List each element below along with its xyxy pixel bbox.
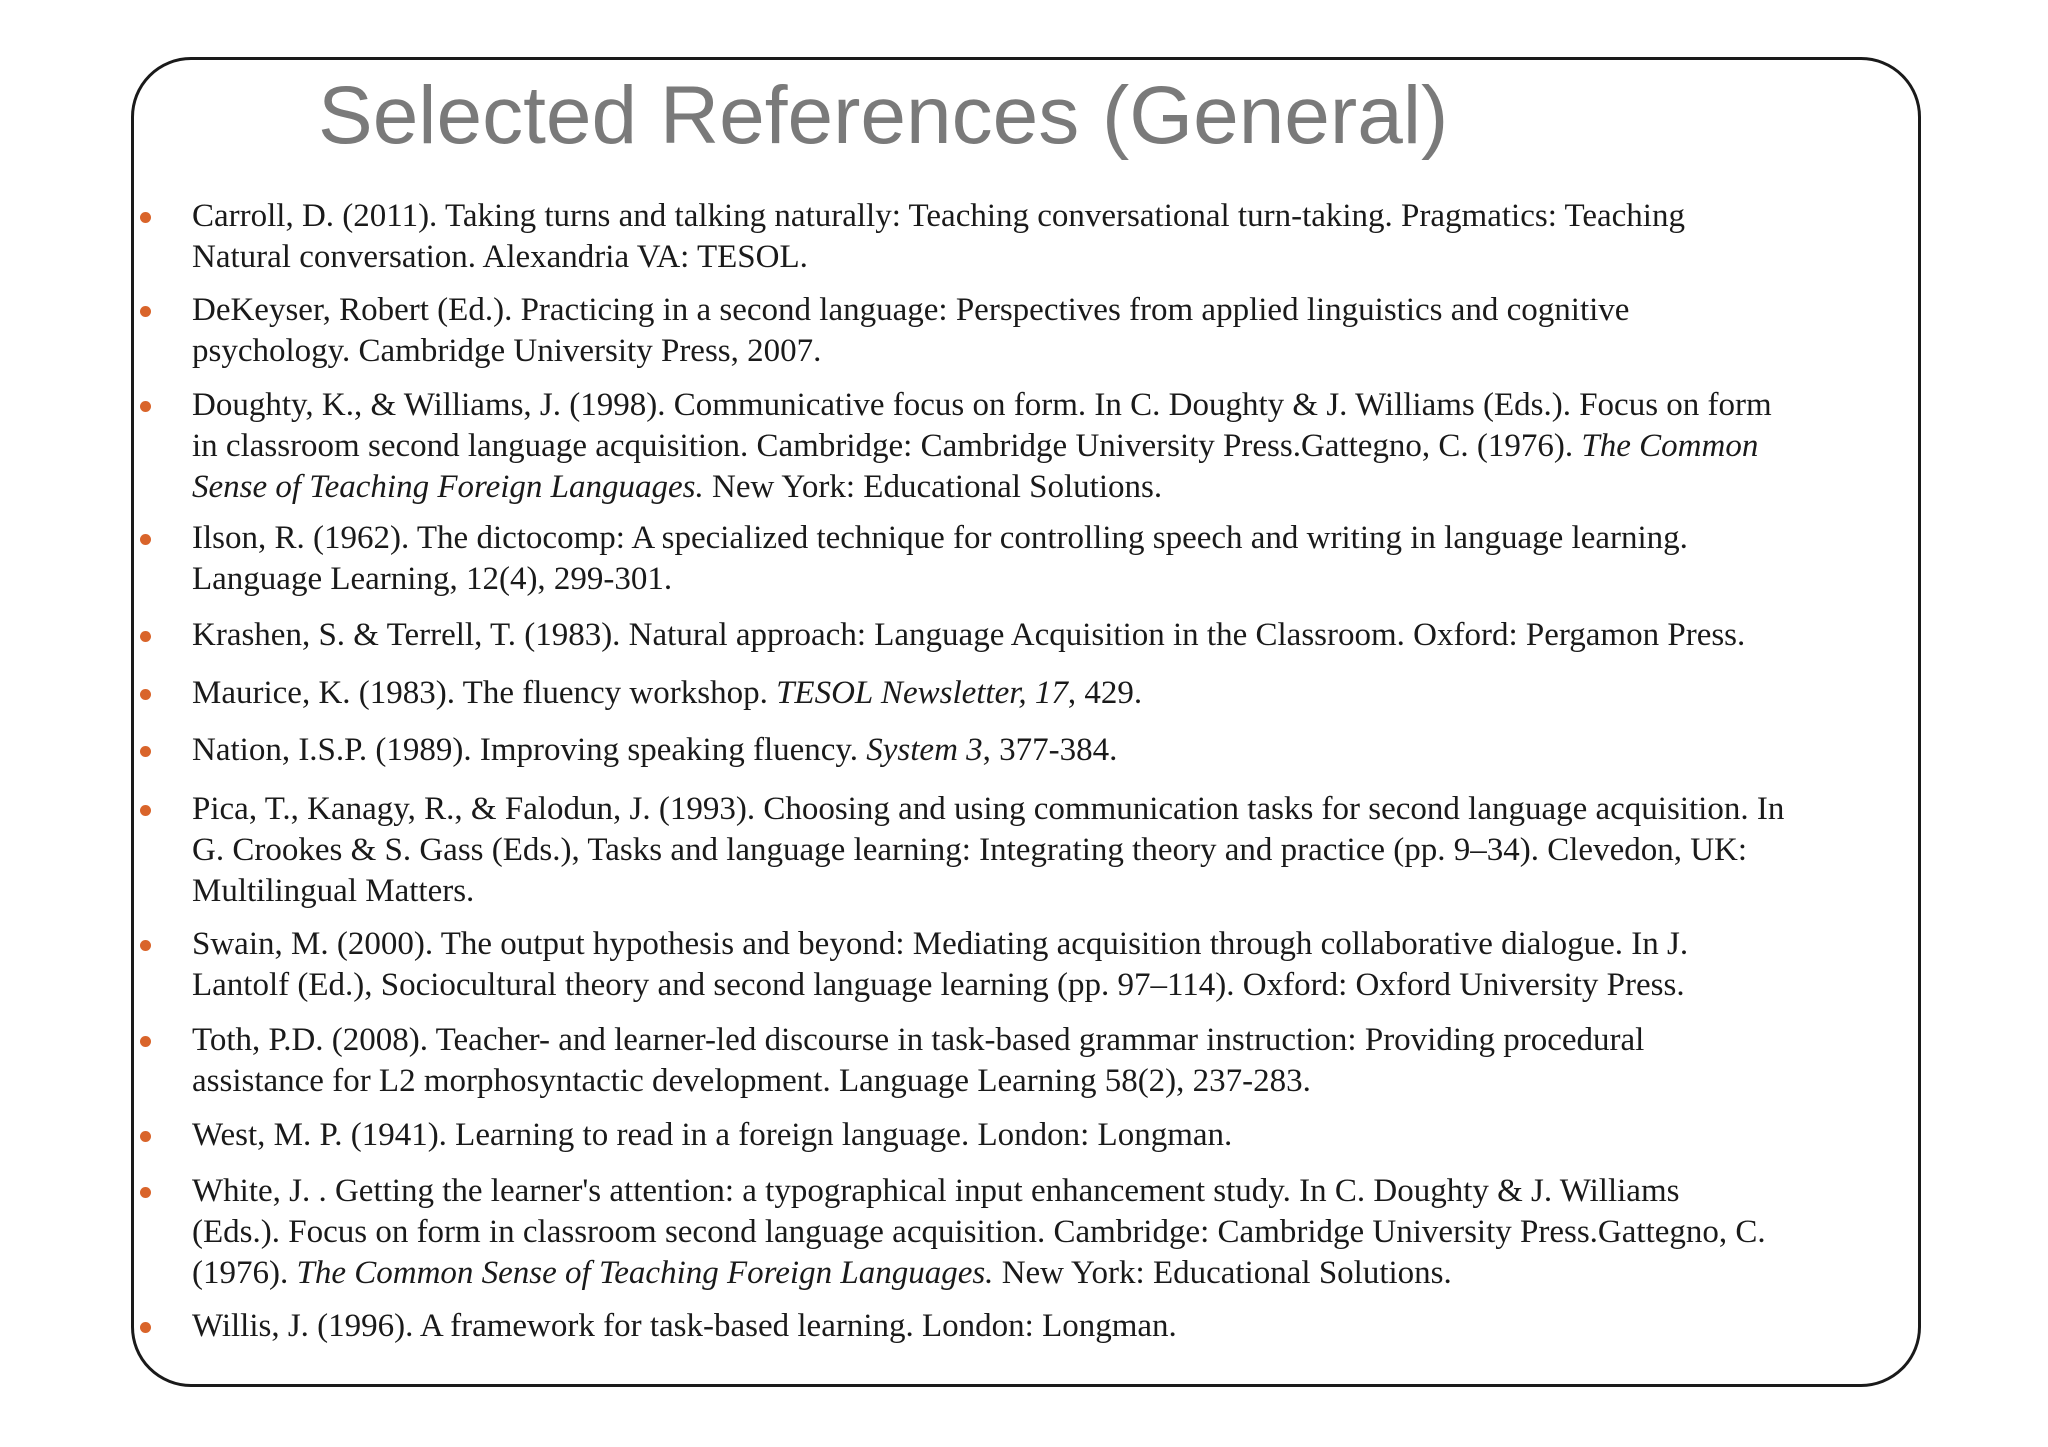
bullet-icon bbox=[140, 746, 151, 757]
reference-text bbox=[192, 730, 1924, 771]
reference-segment: Ilson, R. (1962). The dictocomp: A specialized technique for controlling speech and writing in language learning. bbox=[192, 520, 1688, 556]
reference-line bbox=[192, 924, 1924, 965]
reference-item bbox=[140, 1306, 1940, 1347]
reference-text bbox=[192, 924, 1924, 1006]
reference-text bbox=[192, 1306, 1924, 1347]
reference-segment: New York: Educational Solutions. bbox=[993, 1255, 1452, 1291]
reference-segment: Willis, J. (1996). A framework for task-based learning. London: Longman. bbox=[192, 1308, 1177, 1344]
reference-line bbox=[192, 1306, 1924, 1347]
reference-item bbox=[140, 518, 1940, 600]
reference-segment: Nation, I.S.P. (1989). Improving speaking fluency. bbox=[192, 732, 867, 768]
reference-italic-segment: Sense of Teaching Foreign Languages. bbox=[192, 469, 704, 505]
reference-text bbox=[192, 1171, 1924, 1294]
reference-line bbox=[192, 1061, 1924, 1102]
reference-segment: Doughty, K., & Williams, J. (1998). Communicative focus on form. In C. Doughty & J. Williams (Eds.). Focus on form bbox=[192, 387, 1772, 423]
reference-line bbox=[192, 467, 1924, 508]
reference-item bbox=[140, 1115, 1940, 1156]
reference-text bbox=[192, 615, 1924, 656]
reference-text bbox=[192, 385, 1924, 508]
bullet-icon bbox=[140, 534, 151, 545]
reference-segment: Lantolf (Ed.), Sociocultural theory and second language learning (pp. 97–114). Oxford: Oxford University Press. bbox=[192, 967, 1685, 1003]
reference-line bbox=[192, 1115, 1924, 1156]
reference-item bbox=[140, 1020, 1940, 1102]
reference-segment: in classroom second language acquisition. Cambridge: Cambridge University Press.Gattegno, C. (1976). bbox=[192, 428, 1582, 464]
reference-segment: Krashen, S. & Terrell, T. (1983). Natural approach: Language Acquisition in the Classroom. Oxford: Pergamon Press. bbox=[192, 617, 1746, 653]
reference-item bbox=[140, 290, 1940, 372]
reference-text bbox=[192, 673, 1924, 714]
reference-segment: New York: Educational Solutions. bbox=[703, 469, 1163, 505]
reference-line bbox=[192, 673, 1924, 714]
reference-line bbox=[192, 1212, 1924, 1253]
bullet-icon bbox=[140, 1322, 151, 1333]
reference-line bbox=[192, 730, 1924, 771]
bullet-icon bbox=[140, 306, 151, 317]
bullet-icon bbox=[140, 1036, 151, 1047]
reference-segment: Toth, P.D. (2008). Teacher- and learner-led discourse in task-based grammar instruction: Providing procedural bbox=[192, 1022, 1645, 1058]
reference-line bbox=[192, 196, 1924, 237]
reference-line bbox=[192, 385, 1924, 426]
reference-line bbox=[192, 426, 1924, 467]
reference-line bbox=[192, 615, 1924, 656]
reference-item bbox=[140, 789, 1940, 912]
reference-segment: psychology. Cambridge University Press, 2007. bbox=[192, 333, 822, 369]
bullet-icon bbox=[140, 940, 151, 951]
reference-item bbox=[140, 385, 1940, 508]
reference-line bbox=[192, 1253, 1924, 1294]
reference-segment: , 377-384. bbox=[982, 732, 1118, 768]
reference-segment: Maurice, K. (1983). The fluency workshop. bbox=[192, 675, 777, 711]
reference-text bbox=[192, 518, 1924, 600]
reference-segment: , 429. bbox=[1067, 675, 1143, 711]
bullet-icon bbox=[140, 805, 151, 816]
reference-segment: West, M. P. (1941). Learning to read in a foreign language. London: Longman. bbox=[192, 1117, 1233, 1153]
reference-italic-segment: The Common bbox=[1581, 428, 1759, 464]
reference-segment: G. Crookes & S. Gass (Eds.), Tasks and language learning: Integrating theory and practice (pp. 9–34). Clevedon, UK: bbox=[192, 832, 1748, 868]
bullet-icon bbox=[140, 401, 151, 412]
reference-text bbox=[192, 196, 1924, 278]
reference-segment: Language Learning, 12(4), 299-301. bbox=[192, 561, 673, 597]
bullet-icon bbox=[140, 689, 151, 700]
reference-text bbox=[192, 290, 1924, 372]
reference-segment: Carroll, D. (2011). Taking turns and talking naturally: Teaching conversational turn-taking. Pragmatics: Teaching bbox=[192, 198, 1685, 234]
bullet-icon bbox=[140, 1187, 151, 1198]
reference-item bbox=[140, 615, 1940, 656]
reference-line bbox=[192, 237, 1924, 278]
reference-line bbox=[192, 290, 1924, 331]
reference-italic-segment: TESOL Newsletter, 17 bbox=[776, 675, 1068, 711]
reference-text bbox=[192, 789, 1924, 912]
reference-line bbox=[192, 830, 1924, 871]
reference-line bbox=[192, 789, 1924, 830]
bullet-icon bbox=[140, 212, 151, 223]
reference-item bbox=[140, 1171, 1940, 1294]
reference-segment: Multilingual Matters. bbox=[192, 873, 475, 909]
reference-line bbox=[192, 1171, 1924, 1212]
reference-italic-segment: System 3 bbox=[866, 732, 983, 768]
reference-line bbox=[192, 1020, 1924, 1061]
reference-line bbox=[192, 331, 1924, 372]
reference-item bbox=[140, 673, 1940, 714]
reference-item bbox=[140, 196, 1940, 278]
reference-item bbox=[140, 924, 1940, 1006]
reference-segment: Swain, M. (2000). The output hypothesis and beyond: Mediating acquisition through collaborative dialogue. In J. bbox=[192, 926, 1689, 962]
reference-line bbox=[192, 559, 1924, 600]
reference-line bbox=[192, 871, 1924, 912]
reference-line bbox=[192, 518, 1924, 559]
bullet-icon bbox=[140, 1131, 151, 1142]
reference-segment: DeKeyser, Robert (Ed.). Practicing in a second language: Perspectives from applied linguistics and cognitive bbox=[192, 292, 1630, 328]
reference-text bbox=[192, 1020, 1924, 1102]
reference-segment: Pica, T., Kanagy, R., & Falodun, J. (1993). Choosing and using communication tasks for second language acquisition. In bbox=[192, 791, 1785, 827]
reference-text bbox=[192, 1115, 1924, 1156]
reference-segment: White, J. . Getting the learner's attention: a typographical input enhancement study. In C. Doughty & J. Williams bbox=[192, 1173, 1680, 1209]
bullet-icon bbox=[140, 631, 151, 642]
reference-segment: Natural conversation. Alexandria VA: TESOL. bbox=[192, 239, 808, 275]
reference-segment: (1976). bbox=[192, 1255, 297, 1291]
reference-segment: (Eds.). Focus on form in classroom second language acquisition. Cambridge: Cambridge University Press.Gattegno, C. bbox=[192, 1214, 1766, 1250]
reference-italic-segment: The Common Sense of Teaching Foreign Languages. bbox=[296, 1255, 994, 1291]
reference-line bbox=[192, 965, 1924, 1006]
reference-segment: assistance for L2 morphosyntactic development. Language Learning 58(2), 237-283. bbox=[192, 1063, 1311, 1099]
slide-title: Selected References (General) bbox=[318, 70, 1449, 161]
reference-item bbox=[140, 730, 1940, 771]
